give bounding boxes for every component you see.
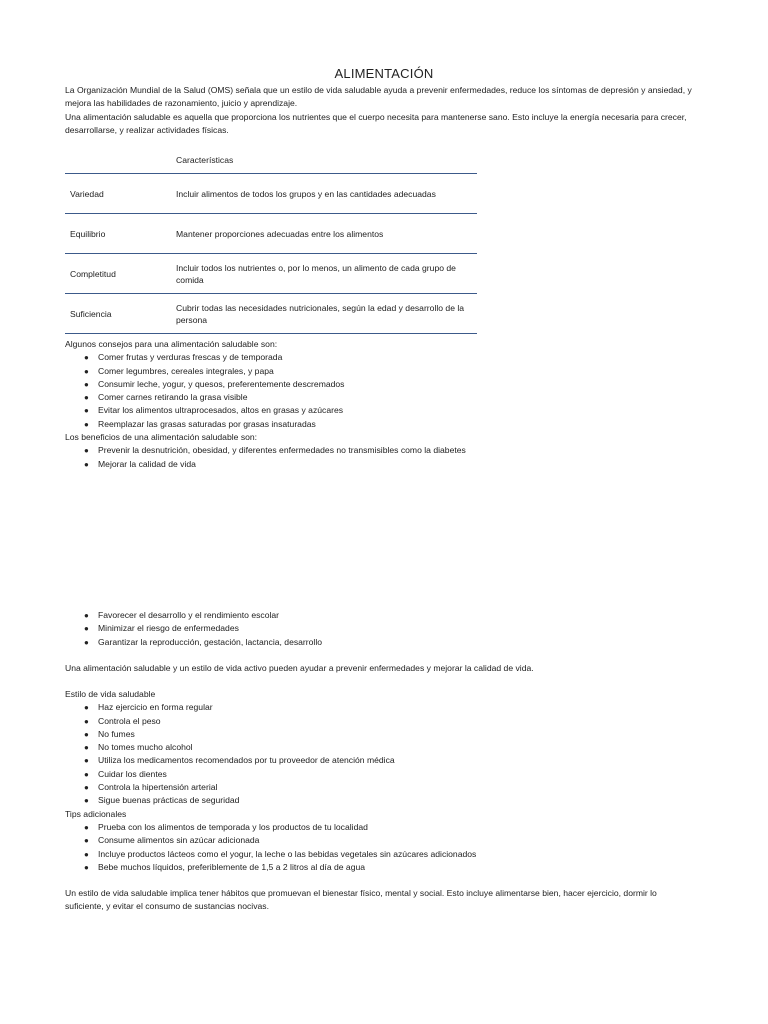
bullet-icon: ●	[84, 756, 89, 766]
bullet-icon: ●	[84, 769, 89, 779]
beneficios-heading: Los beneficios de una alimentación saludable son:	[65, 432, 258, 443]
bullet-icon: ●	[84, 366, 89, 376]
estilo-list	[65, 701, 695, 807]
list-item: ● Incluye productos lácteos como el yogur, la leche o las bebidas vegetales sin azúcares adicionados	[65, 848, 695, 861]
table-row	[65, 294, 477, 334]
list-item: ● Consume alimentos sin azúcar adicionada	[65, 834, 695, 847]
list-item: ● Garantizar la reproducción, gestación, lactancia, desarrollo	[65, 636, 695, 649]
list-item: ● Haz ejercicio en forma regular	[65, 701, 695, 714]
table-cell-description: Cubrir todas las necesidades nutricionales, según la edad y desarrollo de la persona	[176, 294, 477, 334]
bullet-icon: ●	[84, 459, 89, 469]
list-item: ● Mejorar la calidad de vida	[65, 458, 695, 471]
closing-paragraph: Un estilo de vida saludable implica tener hábitos que promuevan el bienestar físico, mental y social. Esto incluye alimentarse bien, hacer ejercicio, dormir lo suficiente, y evitar el consumo de sustancias nocivas.	[65, 888, 657, 912]
document-title: ALIMENTACIÓN	[334, 66, 434, 81]
tips-heading: Tips adicionales	[65, 808, 127, 819]
list-item: ● Utiliza los medicamentos recomendados por tu proveedor de atención médica	[65, 754, 695, 767]
bullet-icon: ●	[84, 716, 89, 726]
list-item: ● Comer carnes retirando la grasa visible	[65, 391, 695, 404]
list-item: ● Sigue buenas prácticas de seguridad	[65, 794, 695, 807]
list-item: ● Minimizar el riesgo de enfermedades	[65, 622, 695, 635]
list-item: ● Prevenir la desnutrición, obesidad, y diferentes enfermedades no transmisibles como la diabetes	[65, 444, 695, 457]
beneficios-list-continued	[65, 609, 695, 649]
intro-section	[65, 84, 695, 137]
list-item: ● Reemplazar las grasas saturadas por grasas insaturadas	[65, 418, 695, 431]
list-item: ● Cuidar los dientes	[65, 768, 695, 781]
list-item: ● Evitar los alimentos ultraprocesados, altos en grasas y azúcares	[65, 404, 695, 417]
table-cell-term: Completitud	[65, 254, 176, 294]
table-header-cell: Características	[176, 154, 234, 165]
list-item: ● Bebe muchos líquidos, preferiblemente de 1,5 a 2 litros al día de agua	[65, 861, 695, 874]
benefits-continued-section	[65, 609, 695, 649]
summary-paragraph: Una alimentación saludable y un estilo de vida activo pueden ayudar a prevenir enfermedades y mejorar la calidad de vida.	[65, 663, 534, 673]
table-cell-description: Mantener proporciones adecuadas entre los alimentos	[176, 214, 477, 254]
estilo-heading: Estilo de vida saludable	[65, 689, 156, 699]
bullet-icon: ●	[84, 624, 89, 634]
bullet-icon: ●	[84, 406, 89, 416]
table-row	[65, 254, 477, 294]
characteristics-table	[65, 146, 477, 334]
list-item: ● Controla la hipertensión arterial	[65, 781, 695, 794]
tips-list	[65, 821, 695, 874]
bullet-icon: ●	[84, 849, 89, 859]
table-header-row	[65, 146, 477, 174]
bullet-icon: ●	[84, 379, 89, 389]
list-item: ● No fumes	[65, 728, 695, 741]
list-item: ● No tomes mucho alcohol	[65, 741, 695, 754]
intro-paragraph-definition: Una alimentación saludable es aquella que proporciona los nutrientes que el cuerpo necesita para mantenerse sano. Esto incluye la energía necesaria para crecer, desarrollarse, y realizar actividades físicas.	[65, 111, 687, 135]
bullet-icon: ●	[84, 796, 89, 806]
table-header-cell	[65, 146, 176, 174]
table-cell-term: Suficiencia	[65, 294, 176, 334]
consejos-heading: Algunos consejos para una alimentación saludable son:	[65, 339, 278, 349]
bullet-icon: ●	[84, 393, 89, 403]
list-item: ● Favorecer el desarrollo y el rendimiento escolar	[65, 609, 695, 622]
table-row	[65, 174, 477, 214]
bullet-icon: ●	[84, 743, 89, 753]
intro-paragraph-oms: La Organización Mundial de la Salud (OMS) señala que un estilo de vida saludable ayuda a prevenir enfermedades, reduce los síntomas de depresión y ansiedad, y mejora las habilidades de razonamiento, juicio y aprendizaje.	[65, 85, 692, 109]
bullet-icon: ●	[84, 637, 89, 647]
table-cell-term: Equilibrio	[65, 214, 176, 254]
bullet-icon: ●	[84, 703, 89, 713]
list-item: ● Controla el peso	[65, 715, 695, 728]
tips-and-benefits-section	[65, 338, 695, 471]
bullet-icon: ●	[84, 419, 89, 429]
table-cell-description: Incluir todos los nutrientes o, por lo menos, un alimento de cada grupo de comida	[176, 254, 477, 294]
closing-section	[65, 887, 695, 914]
bullet-icon: ●	[84, 446, 89, 456]
list-item: ● Comer frutas y verduras frescas y de temporada	[65, 351, 695, 364]
bullet-icon: ●	[84, 611, 89, 620]
bullet-icon: ●	[84, 783, 89, 793]
lifestyle-section	[65, 688, 695, 874]
table-cell-term: Variedad	[65, 174, 176, 214]
bullet-icon: ●	[84, 822, 89, 832]
bullet-icon: ●	[84, 836, 89, 846]
bullet-icon: ●	[84, 353, 89, 363]
summary-section	[65, 662, 695, 675]
bullet-icon: ●	[84, 862, 89, 872]
bullet-icon: ●	[84, 729, 89, 739]
list-item: ● Prueba con los alimentos de temporada y los productos de tu localidad	[65, 821, 695, 834]
list-item: ● Consumir leche, yogur, y quesos, preferentemente descremados	[65, 378, 695, 391]
table-row	[65, 214, 477, 254]
beneficios-list	[65, 444, 695, 471]
list-item: ● Comer legumbres, cereales integrales, y papa	[65, 365, 695, 378]
consejos-list	[65, 351, 695, 431]
table-cell-description: Incluir alimentos de todos los grupos y en las cantidades adecuadas	[176, 174, 477, 214]
